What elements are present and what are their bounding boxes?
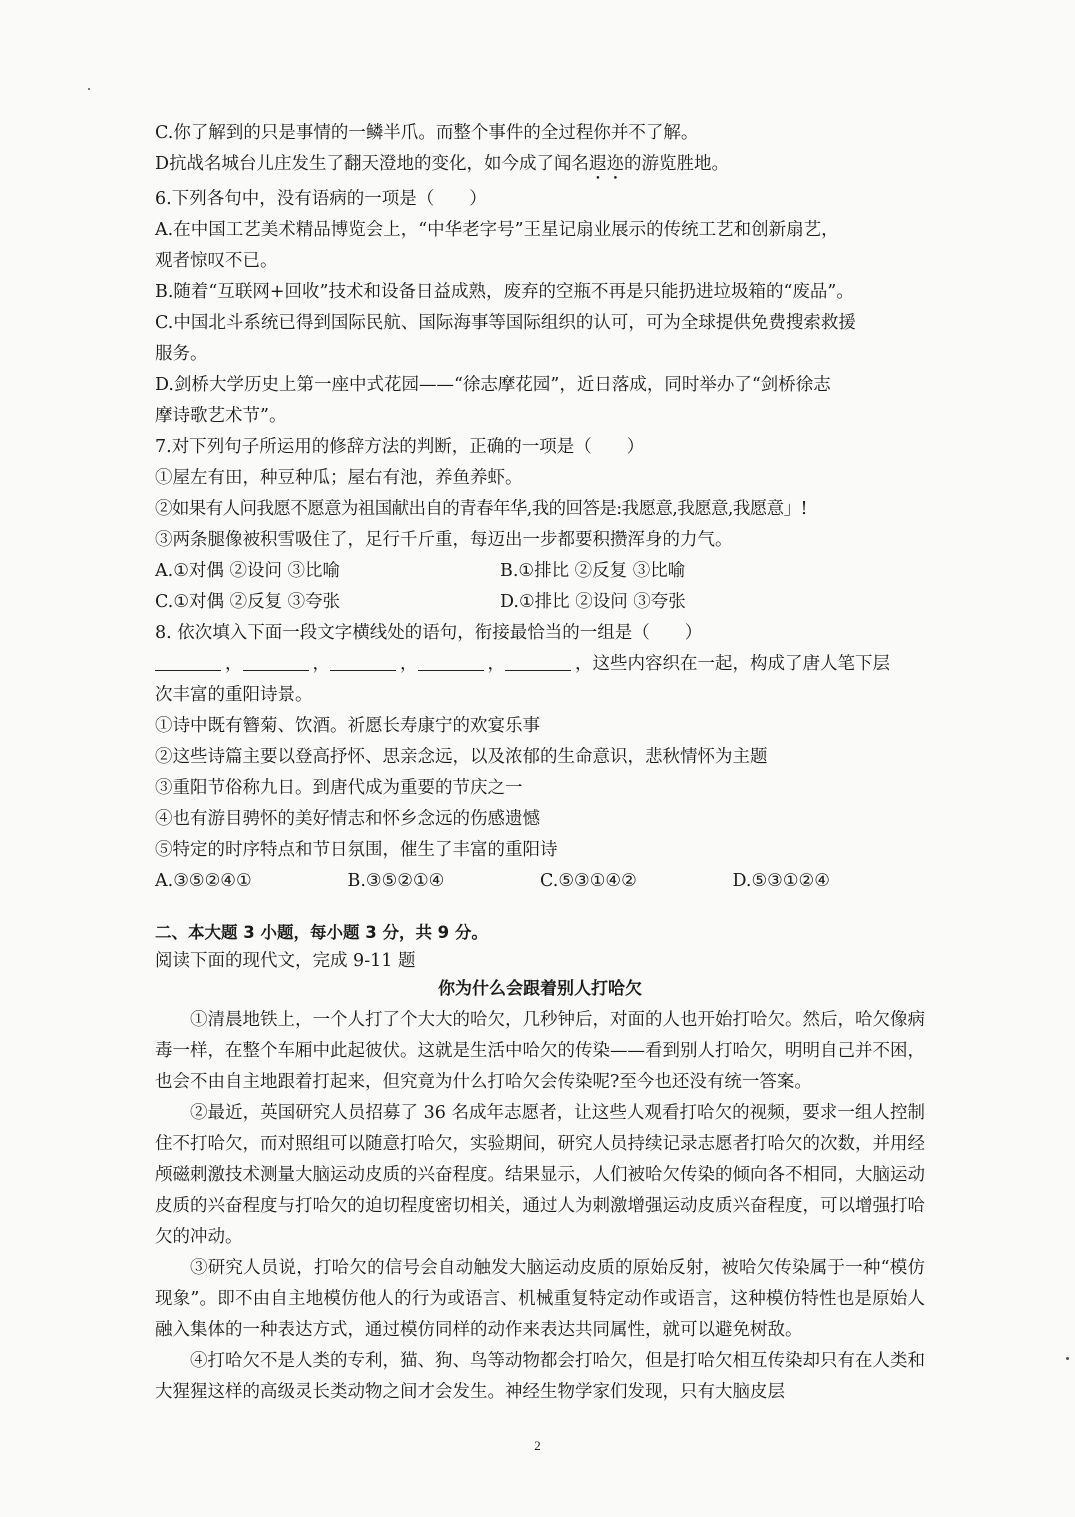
q7-sentence-3: ③两条腿像被积雪吸住了，足行千斤重，每迈出一步都要积攒浑身的力气。	[155, 530, 733, 550]
page-number: 2	[534, 1438, 541, 1453]
article-paragraph-4: ④打哈欠不是人类的专利，猫、狗、鸟等动物都会打哈欠，但是打哈欠相互传染却只有在人类和大猩猩这样的高级灵长类动物之间才会发生。神经生物学家们发现，只有大脑皮层	[155, 1351, 925, 1402]
page-content	[155, 118, 925, 1408]
q7-option-d: D.①排比 ②设问 ③夸张	[500, 592, 686, 612]
q6-option-c-cont: 服务。	[155, 344, 208, 364]
q6-option-c: C.中国北斗系统已得到国际民航、国际海事等国际组织的认可，可为全球提供免费搜索救援	[155, 313, 856, 333]
blank-4	[418, 652, 484, 671]
q8-option-a: A.③⑤②④①	[155, 871, 252, 891]
blank-2	[243, 652, 309, 671]
scan-speck	[88, 88, 90, 90]
q8-options	[155, 866, 925, 897]
q6-option-d-cont: 摩诗歌艺术节”。	[155, 406, 287, 426]
q6-stem: 6.下列各句中，没有语病的一项是（ ）	[155, 189, 487, 209]
q6-option-a: A.在中国工艺美术精品博览会上，“中华老字号”王星记扇业展示的传统工艺和创新扇艺，	[155, 220, 839, 240]
q8-blanks-line-cont: 次丰富的重阳诗景。	[155, 685, 313, 705]
q8-option-c: C.⑤③①④②	[540, 871, 637, 891]
q8-item-5: ⑤特定的时序特点和节日氛围，催生了丰富的重阳诗	[155, 840, 558, 860]
emphasis-word: 遐迩	[589, 154, 625, 174]
blank-5	[505, 652, 571, 671]
q7-options-row-1	[155, 556, 925, 587]
q6-option-d: D.剑桥大学历史上第一座中式花园——“徐志摩花园”，近日落成，同时举办了“剑桥徐志	[155, 375, 831, 395]
q5-option-d: D抗战名城台儿庄发生了翻天澄地的变化，如今成了闻名遐迩的游览胜地。	[155, 154, 730, 174]
q8-item-3: ③重阳节俗称九日。到唐代成为重要的节庆之一	[155, 778, 523, 798]
article-paragraph-1: ①清晨地铁上，一个人打了个大大的哈欠，几秒钟后，对面的人也开始打哈欠。然后，哈欠像病毒一样，在整个车厢中此起彼伏。这就是生活中哈欠的传染——看到别人打哈欠，明明自己并不困，也会不由自主地跟着打起来，但究竟为什么打哈欠会传染呢?至今也还没有统一答案。	[155, 1010, 925, 1092]
q6-option-a-cont: 观者惊叹不已。	[155, 251, 278, 271]
scan-speck	[1066, 1357, 1069, 1360]
article-title: 你为什么会跟着别人打哈欠	[438, 979, 642, 999]
q8-item-2: ②这些诗篇主要以登高抒怀、思亲念远，以及浓郁的生命意识，悲秋情怀为主题	[155, 747, 768, 767]
q7-options-row-2	[155, 587, 925, 618]
q6-option-b: B.随着“互联网+回收”技术和设备日益成熟，废弃的空瓶不再是只能扔进垃圾箱的“废品”。	[155, 282, 854, 302]
section-2-heading: 二、本大题 3 小题，每小题 3 分，共 9 分。	[155, 923, 488, 942]
q8-stem: 8. 依次填入下面一段文字横线处的语句，衔接最恰当的一组是（ ）	[155, 623, 703, 643]
q7-option-b: B.①排比 ②反复 ③比喻	[500, 561, 686, 581]
article-paragraph-2: ②最近，英国研究人员招募了 36 名成年志愿者，让这些人观看打哈欠的视频，要求一组人控制住不打哈欠，而对照组可以随意打哈欠，实验期间，研究人员持续记录志愿者打哈欠的次数，并用经颅磁刺激技术测量大脑运动皮质的兴奋程度。结果显示，人们被哈欠传染的倾向各不相同，大脑运动皮质的兴奋程度与打哈欠的迫切程度密切相关，通过人为刺激增强运动皮质兴奋程度，可以增强打哈欠的冲动。	[155, 1103, 925, 1247]
q7-sentence-1: ①屋左有田，种豆种瓜；屋右有池，养鱼养虾。	[155, 468, 523, 488]
section-2-instruction: 阅读下面的现代文，完成 9-11 题	[155, 951, 416, 971]
q5-option-c: C.你了解到的只是事情的一鳞半爪。而整个事件的全过程你并不了解。	[155, 123, 699, 143]
q8-option-d: D.⑤③①②④	[732, 871, 830, 891]
blank-1	[155, 652, 221, 671]
article-paragraph-3: ③研究人员说，打哈欠的信号会自动触发大脑运动皮质的原始反射，被哈欠传染属于一种“模仿现象”。即不由自主地模仿他人的行为或语言、机械重复特定动作或语言，这种模仿特性也是原始人融入集体的一种表达方式，通过模仿同样的动作来表达共同属性，就可以避免树敌。	[155, 1258, 925, 1340]
q8-item-1: ①诗中既有簪菊、饮酒。祈愿长寿康宁的欢宴乐事	[155, 716, 540, 736]
q8-option-b: B.③⑤②①④	[347, 871, 445, 891]
q8-item-4: ④也有游目骋怀的美好情志和怀乡念远的伤感遗憾	[155, 809, 540, 829]
q8-blanks-line: ， ， ， ， ，这些内容织在一起，构成了唐人笔下层	[155, 649, 925, 680]
q7-option-c: C.①对偶 ②反复 ③夸张	[155, 592, 341, 612]
q7-sentence-2: ②如果有人问我愿不愿意为祖国献出自的青春年华,我的回答是:我愿意,我愿意,我愿意」!	[155, 499, 807, 519]
q7-option-a: A.①对偶 ②设问 ③比喻	[155, 561, 341, 581]
q7-stem: 7.对下列句子所运用的修辞方法的判断，正确的一项是（ ）	[155, 437, 645, 457]
blank-3	[330, 652, 396, 671]
